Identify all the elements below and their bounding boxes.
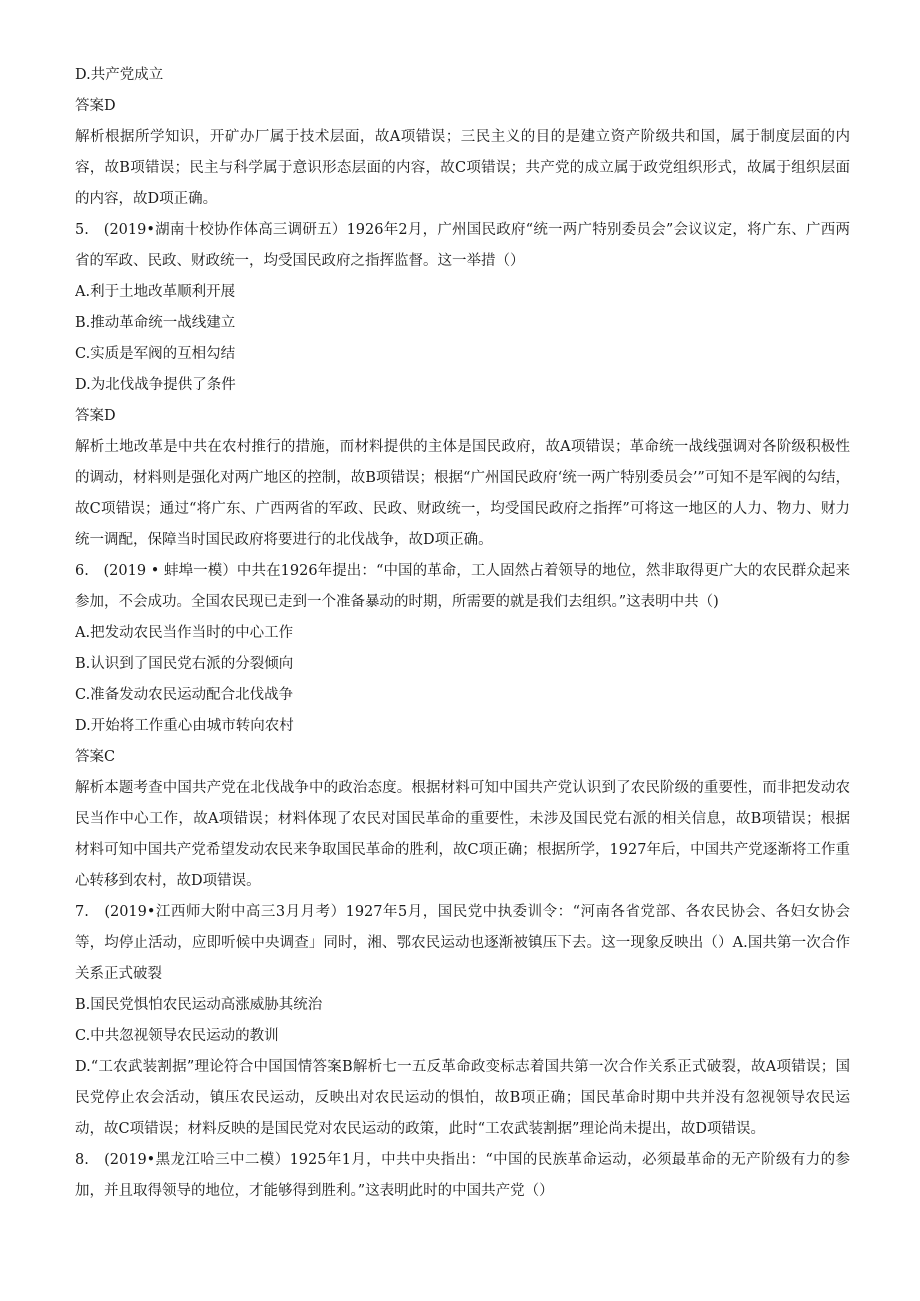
question-5-explanation: 解析土地改革是中共在农村推行的措施，而材料提供的主体是国民政府，故A项错误；革命统一战线强调对各阶级积极性的调动，材料则是强化对两广地区的控制，故B项错误；根据“广州国民政府‘统一两广特别委员会’”可知不是军阀的勾结，故C项错误；通过“将广东、广西两省的军政、民政、财政统一，均受国民政府之指挥”可将这一地区的人力、物力、财力统一调配，保障当时国民政府将要进行的北伐战争，故D项正确。: [75, 439, 850, 548]
question-6-option-a: A.把发动农民当作当时的中心工作: [75, 625, 294, 641]
question-5-option-c: C.实质是军阀的互相勾结: [75, 346, 236, 362]
question-6-answer: 答案C: [75, 749, 116, 765]
question-6-explanation: 解析本题考查中国共产党在北伐战争中的政治态度。根据材料可知中国共产党认识到了农民阶级的重要性，而非把发动农民当作中心工作，故A项错误；材料体现了农民对国民革命的重要性，未涉及国民党右派的相关信息，故B项错误；根据材料可知中国共产党希望发动农民来争取国民革命的胜利，故C项正确；根据所学，1927年后，中国共产党逐渐将工作重心转移到农村，故D项错误。: [75, 780, 850, 889]
question-5-option-b: B.推动革命统一战线建立: [75, 315, 236, 331]
document-page: [75, 60, 850, 1207]
question-5-option-a: A.利于土地改革顺利开展: [75, 284, 236, 300]
question-6: 6. (2019 • 蚌埠一模）中共在1926年提出：“中国的革命，工人固然占着领导的地位，然非取得更广大的农民群众起来参加，不会成功。全国农民现已走到一个准备暴动的时期，所需要的就是我们去组织。”这表明中共（): [75, 563, 850, 610]
question-7: 7. (2019•江西师大附中高三3月月考）1927年5月，国民党中执委训令：“河南各省党部、各农民协会、各妇女协会等，均停止活动，应即听候中央调查」同时，湘、鄂农民运动也逐渐被镇压下去。这一现象反映出（）A.国共第一次合作关系正式破裂: [75, 904, 850, 982]
question-5: 5. (2019•湖南十校协作体高三调研五）1926年2月，广州国民政府“统一两广特别委员会”会议议定，将广东、广西两省的军政、民政、财政统一，均受国民政府之指挥监督。这一举措（）: [75, 222, 850, 269]
question-8: 8. (2019•黑龙江哈三中二模）1925年1月，中共中央指出：“中国的民族革命运动，必须最革命的无产阶级有力的参加，并且取得领导的地位，才能够得到胜利。”这表明此时的中国共产党（）: [75, 1152, 850, 1199]
question-7-option-c: C.中共忽视领导农民运动的教训: [75, 1028, 279, 1044]
question-6-option-b: B.认识到了国民党右派的分裂倾向: [75, 656, 294, 672]
question-6-option-c: C.准备发动农民运动配合北伐战争: [75, 687, 294, 703]
answer-line: 答案D: [75, 98, 116, 114]
explanation-paragraph: 解析根据所学知识，开矿办厂属于技术层面，故A项错误；三民主义的目的是建立资产阶级共和国，属于制度层面的内容，故B项错误；民主与科学属于意识形态层面的内容，故C项错误；共产党的成立属于政党组织形式，故属于组织层面的内容，故D项正确。: [75, 129, 850, 207]
question-7-option-d-and-explanation: D.“工农武装割据”理论符合中国国情答案B解析七一五反革命政变标志着国共第一次合作关系正式破裂，故A项错误；国民党停止农会活动，镇压农民运动，反映出对农民运动的惧怕，故B项正确；国民革命时期中共并没有忽视领导农民运动，故C项错误；材料反映的是国民党对农民运动的政策，此时“工农武装割据”理论尚未提出，故D项错误。: [75, 1059, 850, 1137]
question-6-option-d: D.开始将工作重心由城市转向农村: [75, 718, 294, 734]
question-7-option-b: B.国民党惧怕农民运动高涨威胁其统治: [75, 997, 323, 1013]
question-5-answer: 答案D: [75, 408, 116, 424]
option-d: D.共产党成立: [75, 67, 164, 83]
question-5-option-d: D.为北伐战争提供了条件: [75, 377, 236, 393]
